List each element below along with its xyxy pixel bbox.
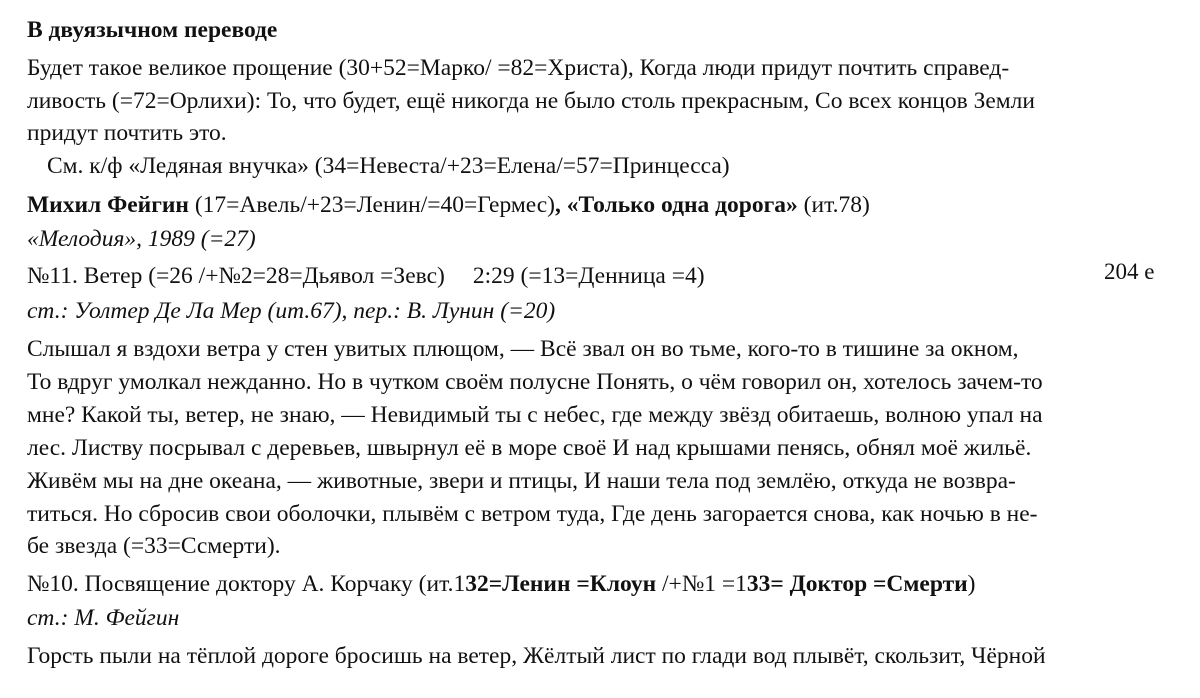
lyrics-line: титься. Но сбросив свои оболочки, плывём с ветром туда, Где день загорается снова, как ночью в не- xyxy=(27,501,1038,527)
album-title: , «Только одна дорога» xyxy=(555,192,798,218)
track-10-line xyxy=(27,568,976,600)
album-title-note: (ит.78) xyxy=(797,192,870,218)
track-10-mid: /+№1 =1 xyxy=(656,571,747,597)
track-10-prefix: №10. Посвящение доктору А. Корчаку (ит.1 xyxy=(27,571,466,597)
lyrics-line: Слышал я вздохи ветра у стен увитых плющом, — Всё звал он во тьме, кого-то в тишине за окном, xyxy=(27,336,1019,362)
section-heading: В двуязычном переводе xyxy=(27,17,278,43)
album-label: «Мелодия», 1989 (=27) xyxy=(27,226,256,252)
see-also-note: См. к/ф «Ледяная внучка» (34=Невеста/+23=Елена/=57=Принцесса) xyxy=(47,153,730,179)
lyrics-line: бе звезда (=33=Ссмерти). xyxy=(27,533,281,559)
track-10-bold-2: 33= Доктор =Смерти xyxy=(746,571,968,597)
paragraph-line: придут почтить это. xyxy=(27,120,227,146)
album-artist: Михил Фейгин xyxy=(27,192,189,218)
margin-note: 204 е xyxy=(1104,259,1155,284)
track-11-credits: ст.: Уолтер Де Ла Мер (ит.67), пер.: В. Лунин (=20) xyxy=(27,298,556,324)
track-11-duration: 2:29 (=13=Денница =4) xyxy=(472,263,705,289)
album-line xyxy=(27,189,870,221)
track-10-suffix: ) xyxy=(967,571,976,597)
lyrics-line: То вдруг умолкал нежданно. Но в чутком своём полусне Понять, о чём говорил он, хотелось зачем-то xyxy=(27,369,1043,395)
lyrics-line: Горсть пыли на тёплой дороге бросишь на ветер, Жёлтый лист по глади вод плывёт, скользит, Чёрной xyxy=(27,643,1046,669)
paragraph-line: ливость (=72=Орлихи): То, что будет, ещё никогда не было столь прекрасным, Со всех концов Земли xyxy=(27,88,1035,114)
track-11-title: №11. Ветер (=26 /+№2=28=Дьявол =Зевс) xyxy=(27,263,445,289)
lyrics-line: лес. Листву посрывал с деревьев, швырнул её в море своё И над крышами пенясь, обнял моё жильё. xyxy=(27,435,1032,461)
track-10-credits: ст.: М. Фейгин xyxy=(27,605,180,631)
album-artist-note: (17=Авель/+23=Ленин/=40=Гермес) xyxy=(188,192,556,218)
lyrics-line: мне? Какой ты, ветер, не знаю, — Невидимый ты с небес, где между звёзд обитаешь, волною упал на xyxy=(27,402,1043,428)
track-10-bold-1: 32=Ленин =Клоун xyxy=(465,571,657,597)
paragraph-line: Будет такое великое прощение (30+52=Марко/ =82=Христа), Когда люди придут почтить справед- xyxy=(27,55,1010,81)
lyrics-line: Живём мы на дне океана, — животные, звери и птицы, И наши тела под землёю, откуда не возвра- xyxy=(27,468,1016,494)
track-11-line xyxy=(27,260,705,292)
